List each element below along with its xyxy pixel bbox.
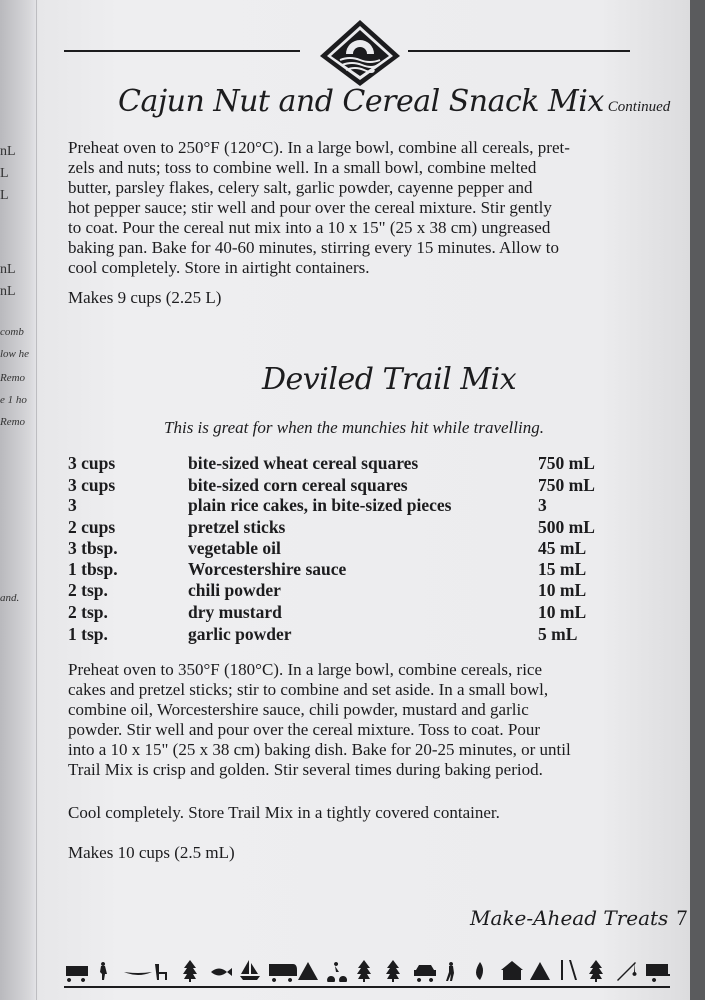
canoe-icon (124, 972, 152, 975)
footer-rule (64, 986, 670, 988)
recipe-intro: This is great for when the munchies hit while travelling. (164, 418, 544, 437)
page-number: 7 (676, 905, 688, 930)
ingredient-row: 3 tbsp. vegetable oil 45 mL (68, 538, 587, 558)
adjacent-page-fragment: e 1 ho (0, 394, 27, 406)
ingredient-row: 3 plain rice cakes, in bite-sized pieces 3 (68, 495, 547, 515)
method-line: to coat. Pour the cereal nut mix into a 10 x 15" (25 x 38 cm) ungreased (68, 218, 551, 237)
method-line: combine oil, Worcestershire sauce, chili powder, mustard and garlic (68, 700, 529, 719)
method-line: cool completely. Store in airtight containers. (68, 258, 370, 277)
ingredient-row: 3 cups bite-sized wheat cereal squares 750 mL (68, 453, 595, 473)
storage-note: Cool completely. Store Trail Mix in a tightly covered container. (68, 803, 500, 822)
sun-landscape-emblem-icon (315, 18, 405, 88)
adjacent-page-fragment: comb (0, 326, 24, 338)
hiker-icon (100, 962, 107, 980)
adjacent-page-fragment: and. (0, 592, 20, 604)
method-line: baking pan. Bake for 40-60 minutes, stirring every 15 minutes. Allow to (68, 238, 560, 257)
continued-label: Continued (607, 99, 671, 115)
method-line: Preheat oven to 250°F (120°C). In a large bowl, combine all cereals, pret- (68, 138, 570, 157)
recipe-yield: Makes 9 cups (2.25 L) (68, 288, 222, 307)
ingredient-row: 2 cups pretzel sticks 500 mL (68, 517, 595, 537)
sailboat-icon (240, 960, 260, 980)
tent-icon (530, 962, 550, 980)
adjacent-page-fragment: nL (0, 284, 16, 299)
rv-icon (66, 966, 88, 982)
adjacent-page-fragment: nL (0, 262, 16, 277)
recipe-yield: Makes 10 cups (2.5 mL) (68, 843, 235, 862)
adjacent-page-edge (0, 0, 37, 1000)
method-line: butter, parsley flakes, celery salt, garlic powder, cayenne pepper and (68, 178, 533, 197)
tree-icon (589, 960, 603, 982)
car-icon (414, 965, 436, 982)
tree-icon (386, 960, 400, 982)
camper-icon (269, 964, 297, 982)
utensils-icon (561, 960, 577, 980)
cyclist-icon (327, 962, 347, 982)
ingredient-row: 2 tsp. chili powder 10 mL (68, 580, 587, 600)
adjacent-page-fragment: Remo (0, 372, 26, 384)
footer-icon-strip (66, 960, 670, 982)
tree-icon (183, 960, 197, 982)
method-line: Preheat oven to 350°F (180°C). In a large bowl, combine cereals, rice (68, 660, 543, 679)
method-line: into a 10 x 15" (25 x 38 cm) baking dish. Bake for 20-25 minutes, or until (68, 740, 571, 759)
recipe-title: Deviled Trail Mix (262, 362, 517, 397)
tree-icon (357, 960, 371, 982)
adjacent-page-fragment: low he (0, 348, 30, 360)
method-line: cakes and pretzel sticks; stir to combine and set aside. In a small bowl, (68, 680, 549, 699)
section-title: Make-Ahead Treats (470, 906, 669, 930)
adjacent-page-fragment: nL (0, 144, 16, 159)
running-footer (470, 905, 687, 931)
method-line: hot pepper sauce; stir well and pour over the cereal mixture. Stir gently (68, 198, 552, 217)
fire-icon (476, 962, 483, 980)
ingredient-row: 1 tbsp. Worcestershire sauce 15 mL (68, 559, 587, 579)
ingredient-row: 3 cups bite-sized corn cereal squares 750 mL (68, 475, 595, 495)
adjacent-page-fragment: L (0, 166, 9, 181)
method-line: powder. Stir well and pour over the cereal mixture. Toss to coat. Pour (68, 720, 541, 739)
header-rule-right (408, 50, 630, 52)
walker-icon (446, 962, 454, 981)
adjacent-page-fragment: Remo (0, 416, 26, 428)
fish-icon (211, 968, 232, 976)
chair-icon (155, 964, 167, 980)
header-rule-left (64, 50, 300, 52)
tent-icon (298, 962, 318, 980)
adjacent-page-fragment: L (0, 188, 9, 203)
method-line: Trail Mix is crisp and golden. Stir several times during baking period. (68, 760, 543, 779)
trailer-icon (646, 964, 670, 982)
recipe-title: Cajun Nut and Cereal Snack Mix Continued (118, 84, 671, 119)
ingredient-row: 2 tsp. dry mustard 10 mL (68, 602, 587, 622)
method-line: zels and nuts; toss to combine well. In a small bowl, combine melted (68, 158, 537, 177)
ingredient-row: 1 tsp. garlic powder 5 mL (68, 624, 578, 644)
fishing-icon (617, 962, 637, 981)
cabin-icon (501, 961, 523, 980)
